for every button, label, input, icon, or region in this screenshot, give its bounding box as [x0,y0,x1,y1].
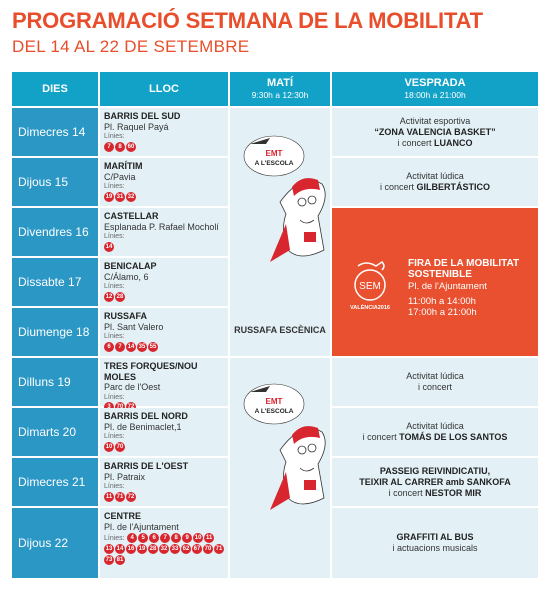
bus-line-badge: 71 [215,545,223,552]
lloc-name: BENICALAP [104,261,157,271]
page-title: PROGRAMACIÓ SETMANA DE LA MOBILITAT [12,8,483,33]
lloc-cell [100,508,228,578]
vesprada-dimarts-20 [332,408,538,456]
linies-label: Línies: [104,535,125,542]
vesprada-r2-b: i concert [379,182,414,192]
fira-time-2: 17:00h a 21:00h [408,307,477,318]
header-vesprada [332,72,538,106]
schedule-table [12,72,538,578]
fira-mobilitat-block [332,208,538,356]
bus-line-badge: 8 [171,533,181,543]
bus-lines [104,141,225,152]
fira-place: Pl. de l'Ajuntament [408,281,487,292]
bus-line-badge: 10 [194,534,202,541]
linies-label: Línies: [104,283,125,290]
lloc-name: BARRIS DEL NORD [104,411,188,421]
bus-lines [104,532,225,565]
header-vesprada-label: VESPRADA [404,77,466,89]
sem-logo-word: SEM [359,281,381,292]
bus-line-badge: 62 [182,545,190,552]
vesprada-r8-a: PASSEIG REIVINDICATIU, [379,465,491,476]
bus-line-badge: 72 [127,493,135,500]
bus-lines [104,241,225,252]
vesprada-dijous-15 [332,158,538,206]
bus-line-badge: 14 [127,343,135,350]
bus-line-badge: 31 [116,193,124,200]
bus-line-badge: 8 [115,142,125,152]
bus-line-badge: 7 [115,342,125,352]
linies-label: Línies: [104,483,125,490]
lloc-cell [100,458,228,506]
lloc-address: Pl. de l'Ajuntament [104,521,179,532]
bus-line-badge: 5 [138,533,148,543]
vesprada-r7-a: Activitat lúdica [406,421,464,431]
bus-line-badge: 55 [149,343,157,350]
lloc-address: Pl. Patraix [104,471,146,482]
lloc-address: C/Pavia [104,171,136,182]
header-mati [230,72,330,106]
fira-times [408,296,477,318]
bus-line-badge: 71 [116,493,124,500]
bus-line-badge: 10 [105,443,113,450]
vesprada-r8-c: i concert [388,487,423,498]
linies-label: Línies: [104,133,125,140]
header-lloc [100,72,228,106]
bus-line-badge: 11 [105,493,113,500]
header-dies [12,72,98,106]
bus-line-badge: 6 [104,342,114,352]
lloc-name: BARRIS DE L'OEST [104,461,189,471]
lloc-name: CENTRE [104,511,142,521]
lloc-name: MARÍTIM [104,161,143,171]
vesprada-r1-d: LUANCO [434,137,473,148]
emt-subtext-2: A L'ESCOLA [254,408,294,415]
sem-logo-sub: VALÈNCIA2016 [350,305,390,311]
lloc-name: RUSSAFA [104,311,148,321]
linies-label: Línies: [104,393,125,401]
vesprada-r2-c: GILBERTÁSTICO [416,182,491,192]
linies-label: Línies: [104,233,125,240]
bus-line-badge: 19 [105,193,113,200]
bus-line-badge: 60 [127,143,135,150]
lloc-cell [100,258,228,306]
bus-line-badge: 12 [105,293,113,300]
bus-line-badge: 7 [160,533,170,543]
vesprada-r6-a: Activitat lúdica [406,371,464,381]
bus-line-badge: 7 [104,142,114,152]
russafa-escenica: RUSSAFA ESCÈNICA [234,325,326,335]
lloc-address: Pl. Sant Valero [104,321,164,332]
day-cell: Dimecres 14 [12,108,98,156]
bus-lines [104,291,225,302]
header-dies-label: DIES [42,83,68,95]
bus-line-badge: 16 [127,545,135,552]
bus-line-badge: 13 [105,545,113,552]
lloc-address: Pl. Raquel Payá [104,121,169,132]
bus-line-badge: 67 [193,545,201,552]
lloc-address: C/Álamo, 6 [104,271,149,282]
lloc-name: TRES FORQUES/NOU MOLES [104,361,198,382]
bus-line-badge: 11 [205,534,213,541]
bus-line-badge: 35 [138,343,146,350]
lloc-cell [100,408,228,456]
day-cell: Dissabte 17 [12,258,98,306]
lloc-cell [100,308,228,356]
lloc-name: CASTELLAR [104,211,159,221]
fira-title: FIRA DE LA MOBILITAT SOSTENIBLE [408,258,520,280]
day-cell: Diumenge 18 [12,308,98,356]
emt-text-2: EMT [265,397,283,406]
bus-line-badge: 14 [116,545,124,552]
vesprada-dimecres-14 [332,108,538,156]
vesprada-r7-b: i concert [362,432,397,442]
bus-line-badge: 70 [204,545,212,552]
bus-line-badge: 19 [138,545,146,552]
day-cell: Dimecres 21 [12,458,98,506]
emt-mascot-graphic-2 [240,380,332,530]
bus-lines [104,341,225,352]
vesprada-r8-d: NESTOR MIR [425,487,482,498]
linies-label: Línies: [104,333,125,340]
vesprada-r2-a: Activitat lúdica [406,171,464,181]
vesprada-dimecres-21 [332,458,538,506]
bus-line-badge: 14 [105,243,113,250]
day-cell: Dilluns 19 [12,358,98,406]
lloc-cell [100,158,228,206]
bus-lines [104,191,225,202]
bus-lines [104,441,225,452]
emt-subtext-1: A L'ESCOLA [254,160,294,167]
bus-line-badge: 9 [182,533,192,543]
vesprada-r1-a: Activitat esportiva [399,115,471,126]
lloc-address: Pl. de Benimaclet,1 [104,421,182,432]
bus-line-badge: 81 [116,556,124,563]
day-cell: Dimarts 20 [12,408,98,456]
bus-line-badge: 28 [116,293,124,300]
header-mati-time: 9:30h a 12:30h [251,90,309,100]
fira-time-1: 11:00h a 14:00h [408,296,476,307]
bus-line-badge: 33 [171,545,179,552]
vesprada-r6-b: i concert [417,382,452,392]
vesprada-dilluns-19 [332,358,538,406]
emt-text-1: EMT [265,149,283,158]
lloc-cell [100,208,228,256]
bus-line-badge: 4 [127,533,137,543]
vesprada-r7-c: TOMÁS DE LOS SANTOS [399,432,508,442]
bus-line-badge: 70 [116,443,124,450]
vesprada-r8-b: TEIXIR AL CARRER amb SANKOFA [359,476,511,487]
bus-line-badge: 32 [160,545,168,552]
page-subtitle: DEL 14 AL 22 DE SETEMBRE [12,37,250,56]
emt-mascot-graphic-1 [240,132,332,282]
header-lloc-label: LLOC [149,83,179,95]
lloc-address: Parc de l'Oest [104,382,161,392]
bus-line-badge: 32 [127,193,135,200]
vesprada-r1-b: “ZONA VALENCIA BASKET” [374,126,496,137]
header-mati-label: MATÍ [266,77,294,89]
header-vesprada-time: 18:00h a 21:00h [404,90,466,100]
day-cell: Dijous 15 [12,158,98,206]
sem-logo-icon [348,258,396,313]
day-cell: Divendres 16 [12,208,98,256]
lloc-name: BARRIS DEL SUD [104,111,181,121]
lloc-cell [100,108,228,156]
vesprada-dijous-22 [332,508,538,578]
linies-label: Línies: [104,183,125,190]
bus-line-badge: 28 [149,545,157,552]
day-cell: Dijous 22 [12,508,98,578]
lloc-address: Esplanada P. Rafael Mocholí [104,221,219,232]
lloc-cell [100,358,228,406]
linies-label: Línies: [104,433,125,440]
bus-line-badge: 73 [105,556,113,563]
bus-line-badge: 6 [149,533,159,543]
vesprada-r9-a: GRAFFITI AL BUS [396,532,474,542]
vesprada-r9-b: i actuacions musicals [392,543,478,553]
bus-lines [104,491,225,502]
vesprada-r1-c: i concert [397,137,432,148]
